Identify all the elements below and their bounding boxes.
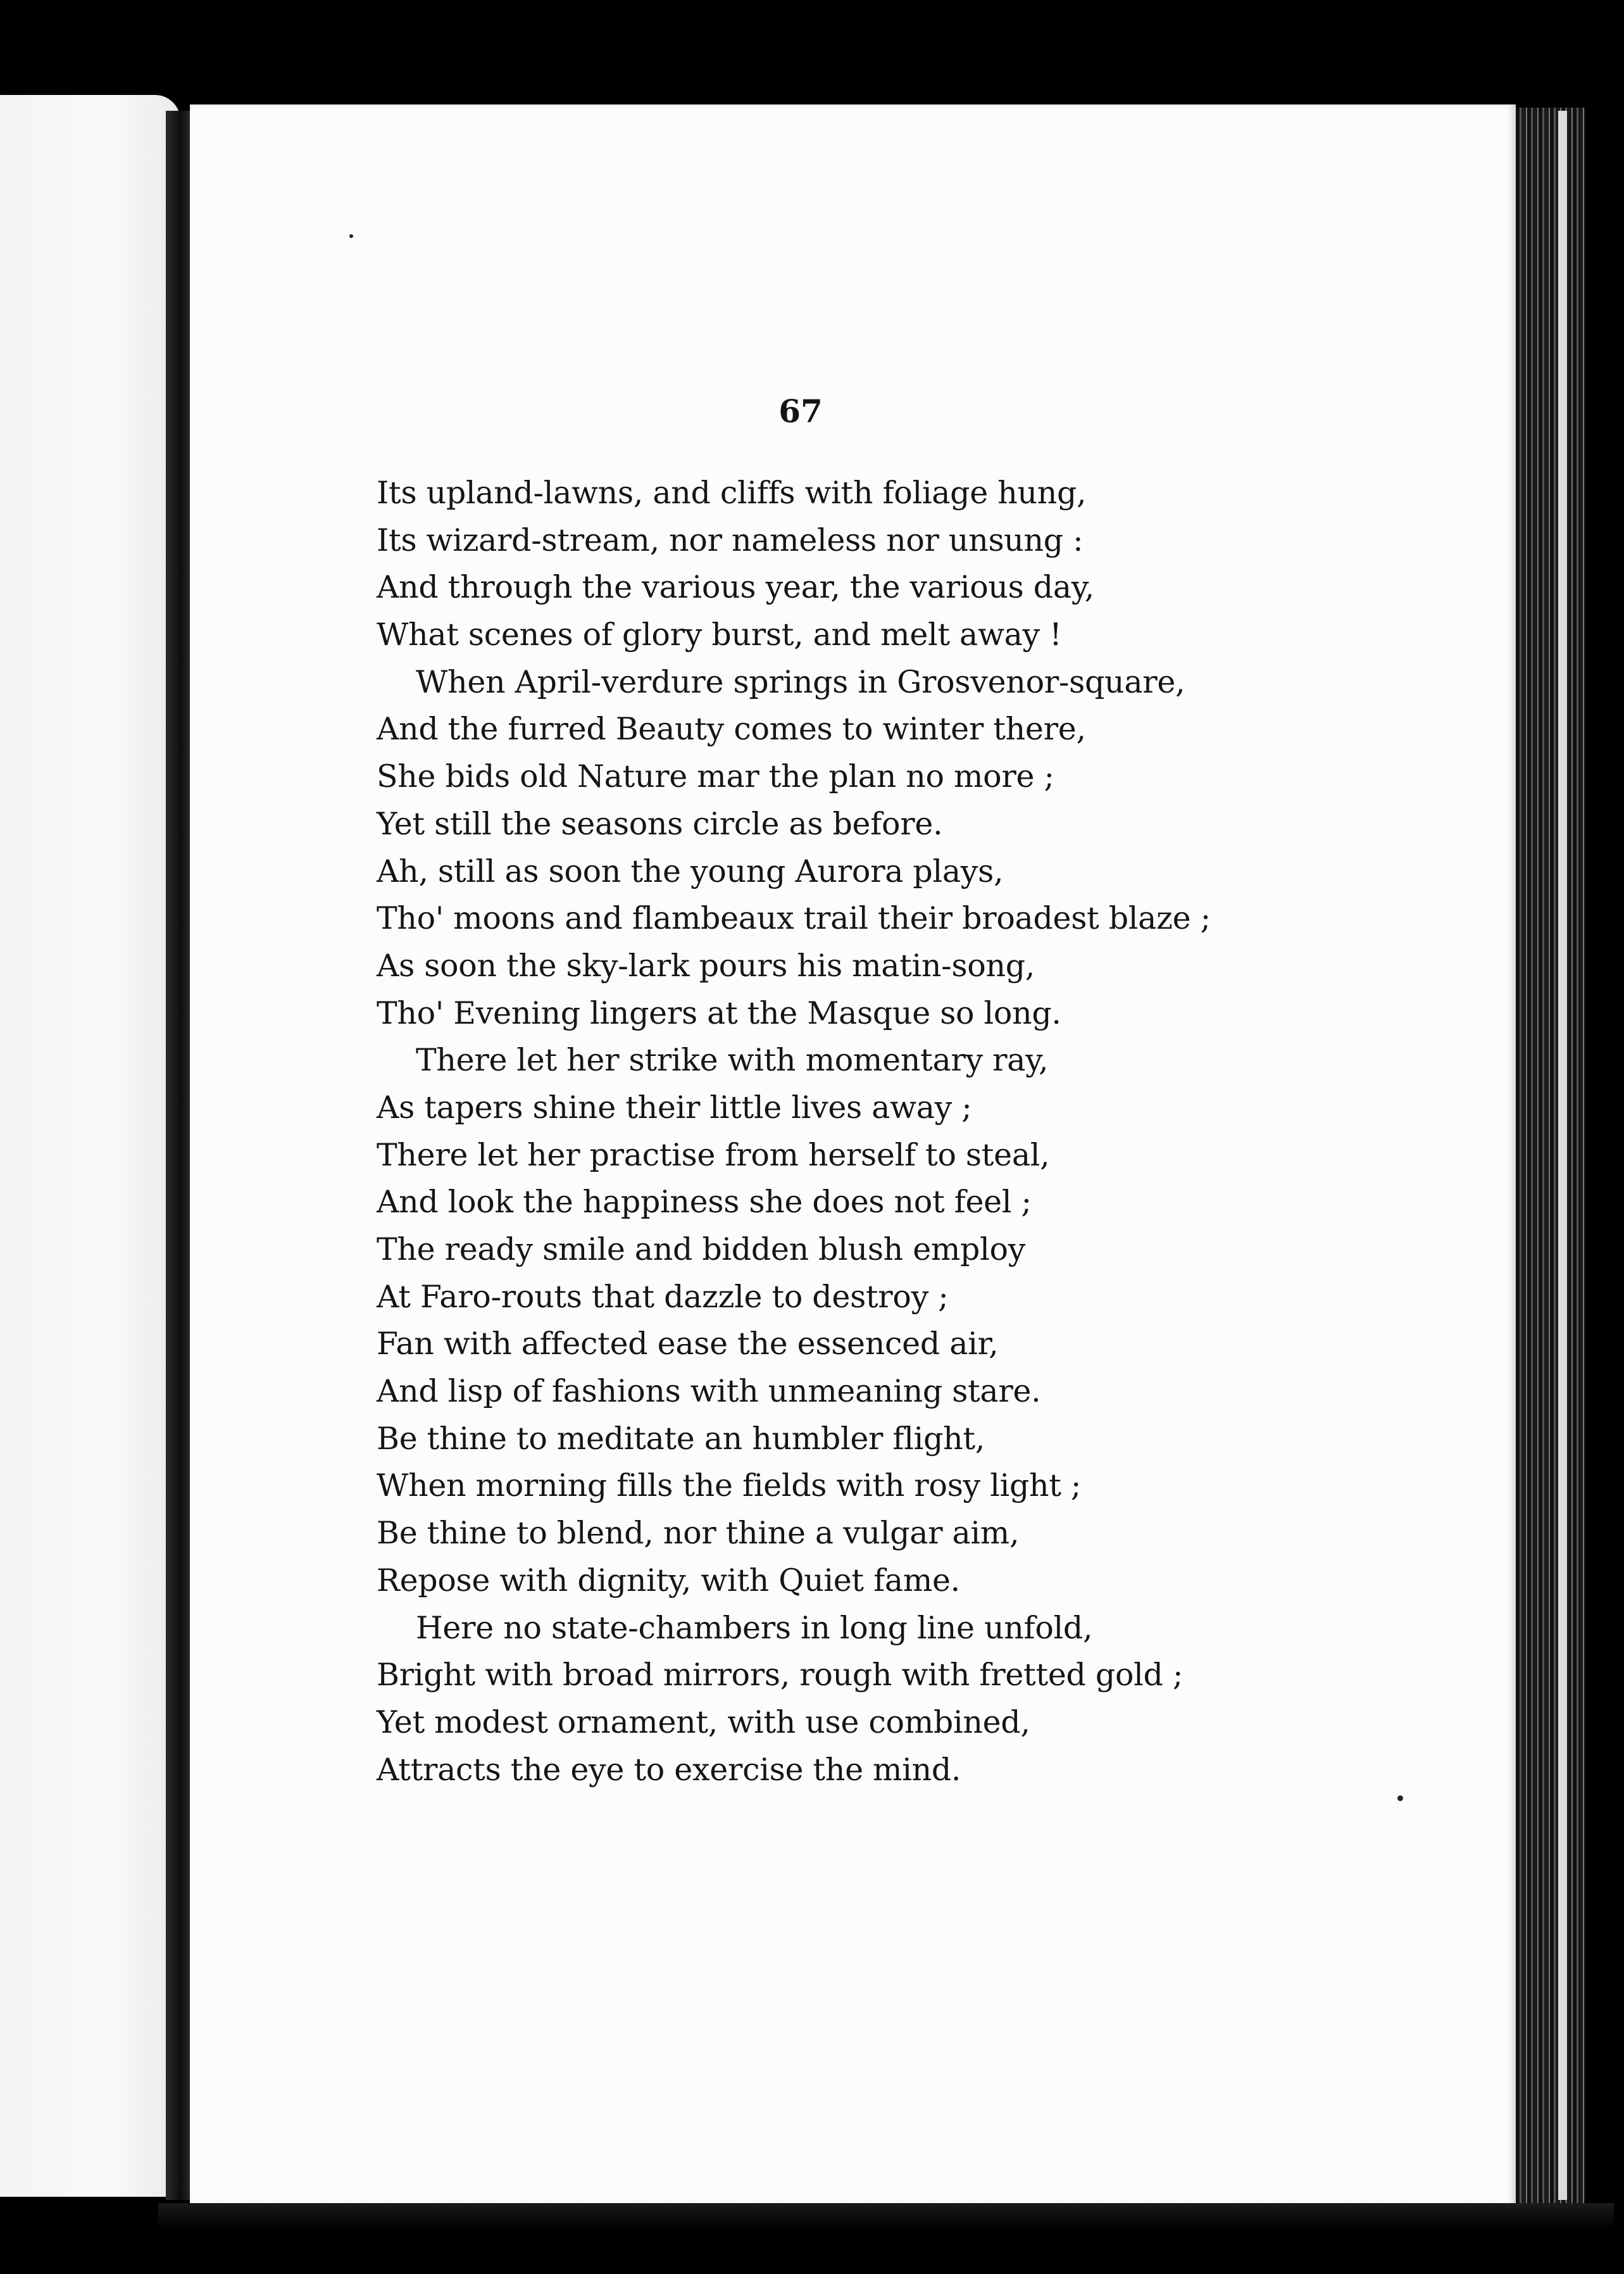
poem-line: And through the various year, the various day, (377, 569, 1094, 606)
page-number: 67 (778, 393, 823, 430)
poem-line: Tho' Evening lingers at the Masque so long. (377, 995, 1061, 1031)
poem-line: And lisp of fashions with unmeaning stare. (377, 1373, 1041, 1410)
poem-line: Ah, still as soon the young Aurora plays, (377, 853, 1004, 889)
page-edge-highlight (1558, 111, 1567, 2200)
poem-line: Tho' moons and flambeaux trail their broadest blaze ; (377, 900, 1211, 937)
bottom-shadow (158, 2203, 1614, 2228)
poem-line: What scenes of glory burst, and melt away ! (377, 617, 1062, 653)
poem-line: Yet still the seasons circle as before. (377, 805, 943, 842)
ink-speck (349, 234, 353, 238)
poem-text (377, 470, 1326, 1793)
poem-line: Be thine to meditate an humbler flight, (377, 1420, 985, 1457)
poem-line: Its wizard-stream, nor nameless nor unsung : (377, 522, 1084, 558)
poem-line: There let her practise from herself to steal, (377, 1136, 1050, 1173)
poem-line: When April-verdure springs in Grosvenor-square, (416, 663, 1185, 700)
poem-line: Bright with broad mirrors, rough with fretted gold ; (377, 1657, 1184, 1693)
poem-line: Attracts the eye to exercise the mind. (377, 1751, 961, 1788)
poem-line: Be thine to blend, nor thine a vulgar aim, (377, 1515, 1020, 1552)
poem-line: Here no state-chambers in long line unfold, (416, 1609, 1093, 1646)
page-edges (1516, 108, 1585, 2209)
ink-speck (1397, 1795, 1403, 1801)
poem-line: And the furred Beauty comes to winter there, (377, 711, 1086, 748)
poem-line: Yet modest ornament, with use combined, (377, 1704, 1030, 1740)
poem-line: Fan with affected ease the essenced air, (377, 1326, 999, 1362)
poem-line: She bids old Nature mar the plan no more ; (377, 758, 1054, 795)
poem-line: When morning fills the fields with rosy light ; (377, 1467, 1082, 1504)
poem-line: And look the happiness she does not feel ; (377, 1184, 1032, 1221)
poem-line: There let her strike with momentary ray, (416, 1042, 1049, 1079)
poem-line: Repose with dignity, with Quiet fame. (377, 1562, 960, 1599)
poem-line: As soon the sky-lark pours his matin-song, (377, 947, 1035, 984)
poem-line: As tapers shine their little lives away ; (377, 1089, 972, 1126)
poem-line: At Faro-routs that dazzle to destroy ; (377, 1278, 949, 1315)
poem-line: Its upland-lawns, and cliffs with foliage hung, (377, 475, 1087, 511)
poem-line: The ready smile and bidden blush employ (377, 1231, 1026, 1267)
left-facing-page (0, 95, 180, 2197)
